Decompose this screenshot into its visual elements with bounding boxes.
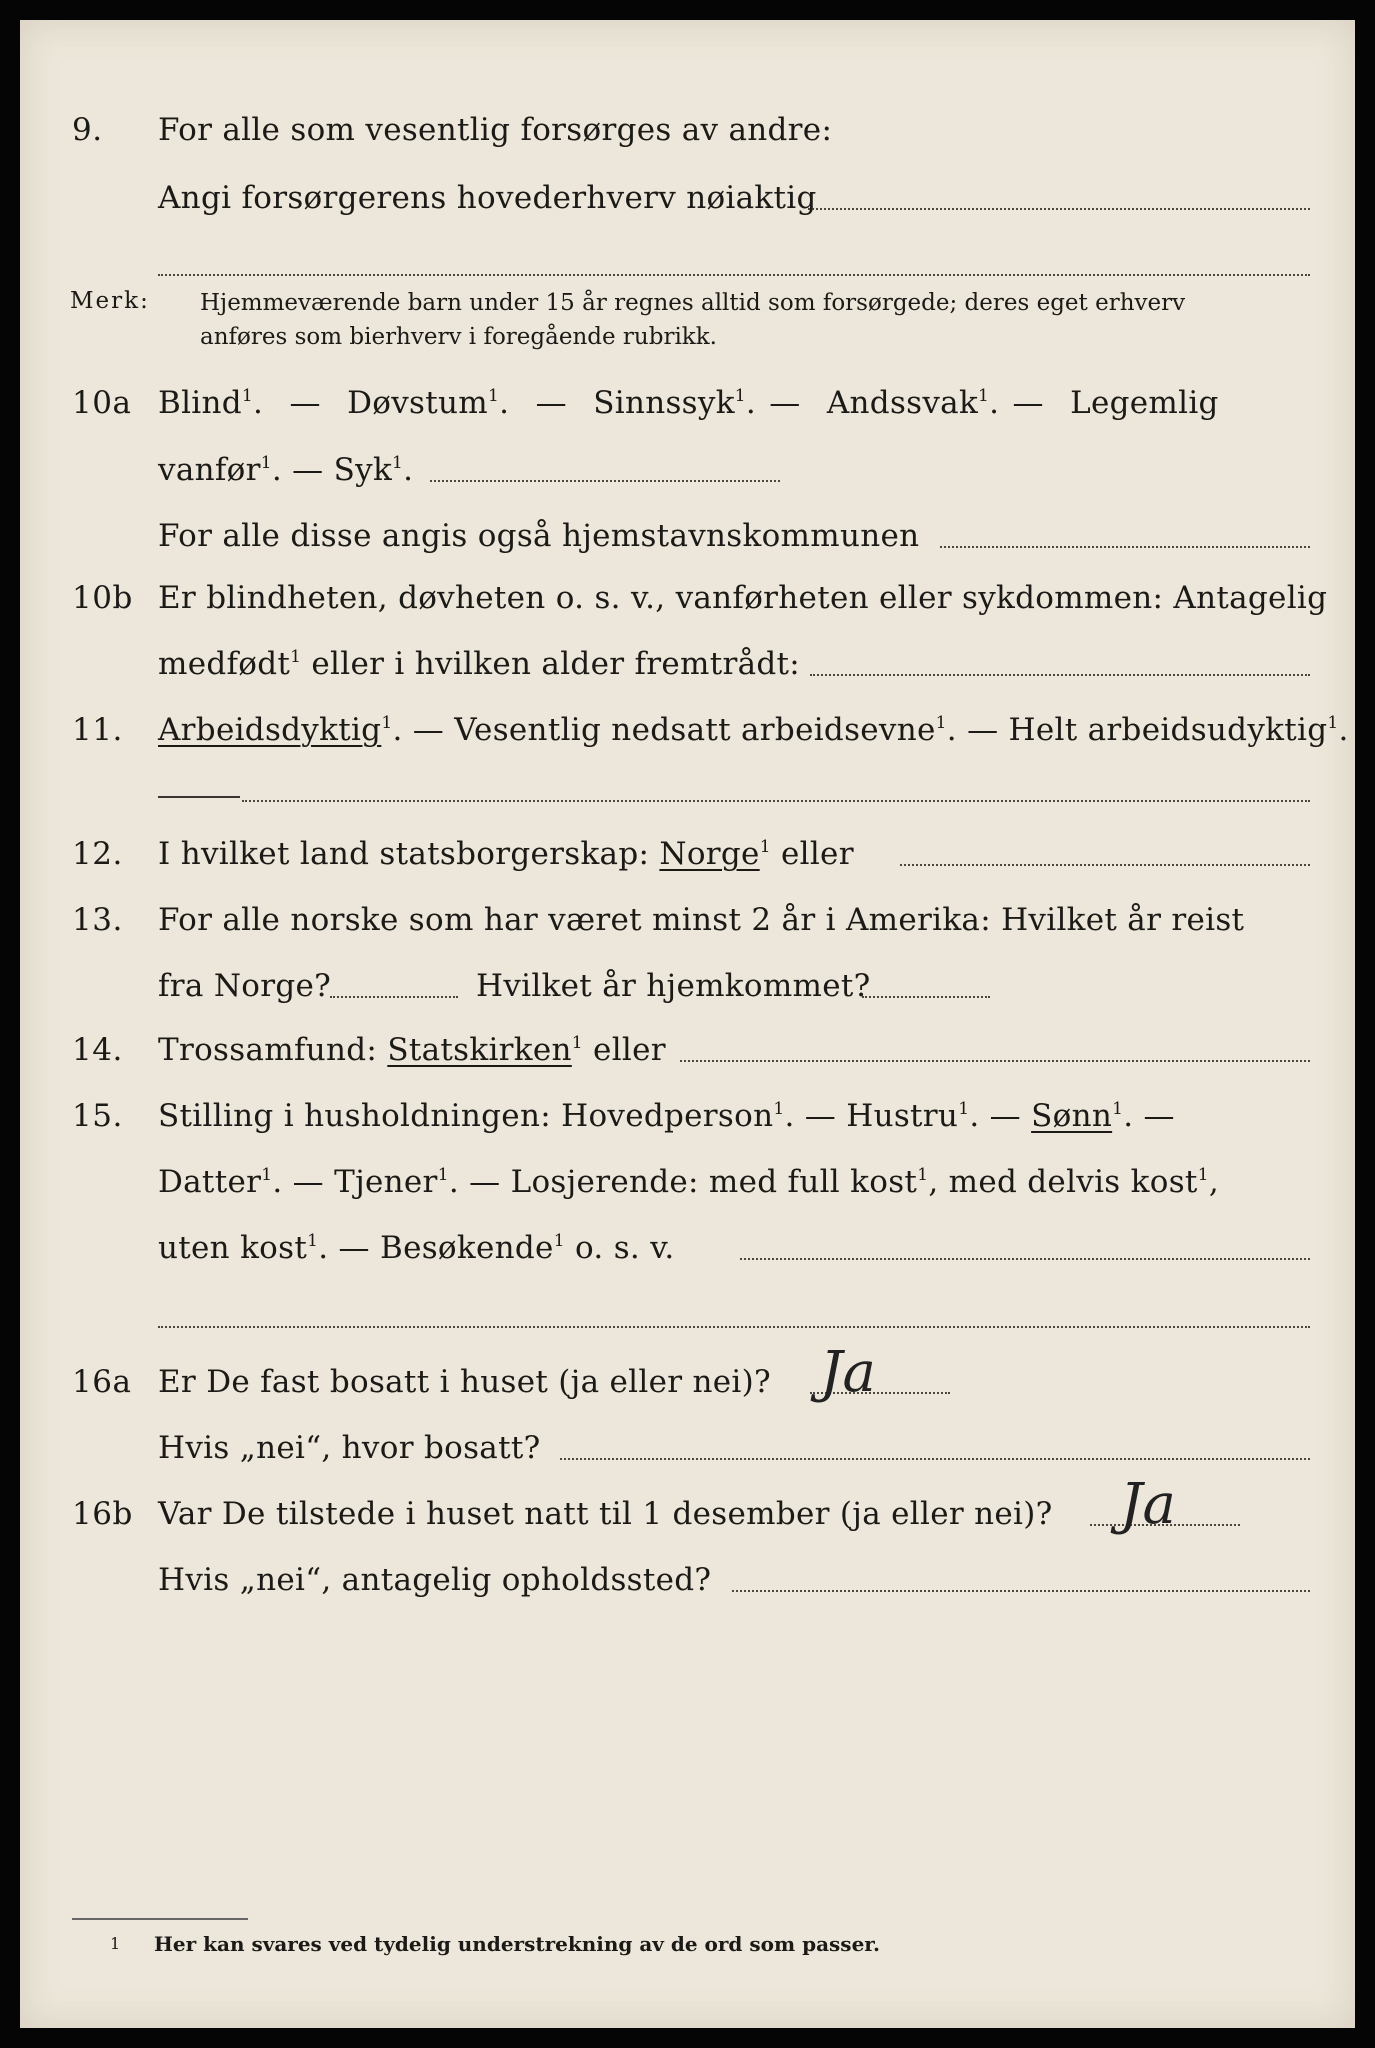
q16b-opholdssted-field[interactable] <box>732 1590 1310 1592</box>
q13-reist-field[interactable] <box>330 996 458 998</box>
q16b-handwritten-answer: Ja <box>1120 1472 1176 1537</box>
q11-mark <box>158 796 240 798</box>
q16a-bosatt-field[interactable] <box>560 1458 1310 1460</box>
footnote-mark: 1 <box>110 1934 121 1953</box>
q16b-number: 16b <box>72 1496 133 1532</box>
q15-answer-field-2[interactable] <box>158 1326 1310 1328</box>
q10b-line1: Er blindheten, døvheten o. s. v., vanførheten eller sykdommen: Antagelig <box>158 580 1328 616</box>
census-form-page <box>20 20 1355 2028</box>
q9-line1: For alle som vesentlig forsørges av andre: <box>158 112 833 148</box>
q9-line2: Angi forsørgerens hovederhverv nøiaktig <box>158 180 817 216</box>
q10a-line2: vanfør$^1$. — Syk$^1$. <box>158 452 414 488</box>
q13-line1: For alle norske som har været minst 2 år i Amerika: Hvilket år reist <box>158 902 1245 938</box>
merk-line2: anføres som bierhverv i foregående rubrikk. <box>200 324 717 350</box>
q14-line: Trossamfund: Statskirken$^1$ eller <box>158 1032 666 1068</box>
q10a-number: 10a <box>72 385 132 421</box>
q16b-line2: Hvis „nei“, antagelig opholdssted? <box>158 1562 712 1598</box>
q9-answer-field-2[interactable] <box>158 274 1310 276</box>
q12-number: 12. <box>72 836 123 872</box>
q14-number: 14. <box>72 1032 123 1068</box>
q12-answer-field[interactable] <box>900 864 1310 866</box>
q13-line2-b: Hvilket år hjemkommet? <box>476 968 871 1004</box>
q16b-line1: Var De tilstede i huset natt til 1 desember (ja eller nei)? <box>158 1496 1053 1532</box>
q14-answer-field[interactable] <box>680 1060 1310 1062</box>
q10a-line1: Blind$^1$. — Døvstum$^1$. — Sinnssyk$^1$. — Andssvak$^1$. — Legemlig <box>158 385 1219 421</box>
q15-line3: uten kost$^1$. — Besøkende$^1$ o. s. v. <box>158 1230 675 1266</box>
merk-line1: Hjemmeværende barn under 15 år regnes alltid som forsørgede; deres eget erhverv <box>200 290 1186 316</box>
q10b-answer-field[interactable] <box>810 674 1310 676</box>
q11-answer-field[interactable] <box>242 800 1310 802</box>
q16a-number: 16a <box>72 1364 132 1400</box>
q12-line: I hvilket land statsborgerskap: Norge$^1$ eller <box>158 836 854 872</box>
q15-line2: Datter$^1$. — Tjener$^1$. — Losjerende: med full kost$^1$, med delvis kost$^1$, <box>158 1164 1219 1200</box>
q9-number: 9. <box>72 112 103 148</box>
q10b-number: 10b <box>72 580 133 616</box>
q10b-line2: medfødt$^1$ eller i hvilken alder fremtrådt: <box>158 646 801 682</box>
q11-number: 11. <box>72 712 123 748</box>
q15-line1: Stilling i husholdningen: Hovedperson$^1$. — Hustru$^1$. — Sønn$^1$. — <box>158 1098 1175 1134</box>
q13-hjemkommet-field[interactable] <box>862 996 990 998</box>
q13-number: 13. <box>72 902 123 938</box>
merk-label: Merk: <box>70 288 150 314</box>
q9-answer-field[interactable] <box>808 208 1310 210</box>
q16a-line2: Hvis „nei“, hvor bosatt? <box>158 1430 541 1466</box>
q16a-line1: Er De fast bosatt i huset (ja eller nei)? <box>158 1364 771 1400</box>
q10a-hjemstavn-field[interactable] <box>940 546 1310 548</box>
q16a-handwritten-answer: Ja <box>820 1340 876 1405</box>
q10a-line3: For alle disse angis også hjemstavnskommunen <box>158 518 920 554</box>
footnote-text: Her kan svares ved tydelig understrekning av de ord som passer. <box>154 1932 880 1956</box>
q15-answer-field[interactable] <box>740 1258 1310 1260</box>
q11-line: Arbeidsdyktig$^1$. — Vesentlig nedsatt arbeidsevne$^1$. — Helt arbeidsudyktig$^1$. <box>158 712 1349 748</box>
q13-line2-a: fra Norge? <box>158 968 332 1004</box>
footnote-rule <box>72 1918 248 1920</box>
q15-number: 15. <box>72 1098 123 1134</box>
q10a-answer-field[interactable] <box>430 480 780 482</box>
